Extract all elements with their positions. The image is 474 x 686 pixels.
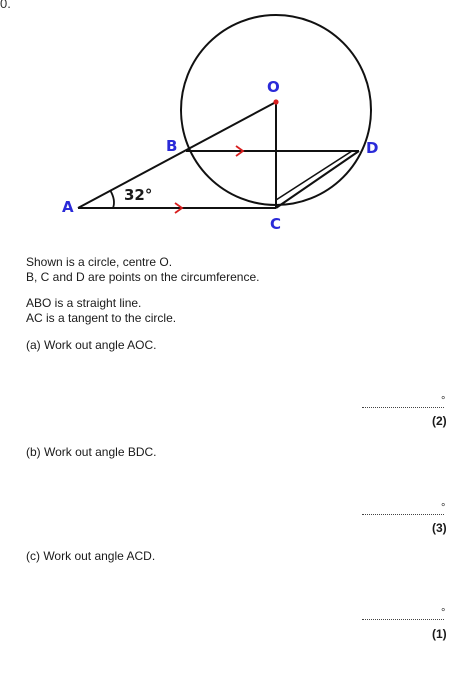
centre-dot xyxy=(273,99,278,104)
part-b-degree: ° xyxy=(441,502,446,514)
intro-line-3: ABO is a straight line. xyxy=(26,296,142,310)
part-c-degree: ° xyxy=(441,607,446,619)
part-c-marks: (1) xyxy=(432,627,447,641)
intro-line-2: B, C and D are points on the circumference. xyxy=(26,270,260,284)
angle-arc xyxy=(110,190,114,208)
line-abo xyxy=(78,102,276,208)
part-a-degree: ° xyxy=(441,395,446,407)
label-d: D xyxy=(366,139,379,157)
part-c-answer-line[interactable] xyxy=(362,619,444,620)
intro-line-4: AC is a tangent to the circle. xyxy=(26,311,177,325)
intro-line-1: Shown is a circle, centre O. xyxy=(26,255,173,269)
line-cd-inner xyxy=(276,151,352,200)
part-b-question: (b) Work out angle BDC. xyxy=(26,445,157,459)
part-a-marks: (2) xyxy=(432,414,447,428)
angle-label: 32° xyxy=(124,186,153,204)
label-a: A xyxy=(62,198,74,216)
label-o: O xyxy=(267,78,280,96)
part-b-marks: (3) xyxy=(432,521,447,535)
part-b-answer-line[interactable] xyxy=(362,514,444,515)
line-cd xyxy=(276,151,359,208)
part-c-question: (c) Work out angle ACD. xyxy=(26,549,156,563)
part-a-answer-line[interactable] xyxy=(362,407,444,408)
question-number: 0. xyxy=(0,0,11,11)
geometry-diagram xyxy=(0,0,474,240)
label-c: C xyxy=(270,215,282,233)
label-b: B xyxy=(166,137,178,155)
part-a-question: (a) Work out angle AOC. xyxy=(26,338,157,352)
